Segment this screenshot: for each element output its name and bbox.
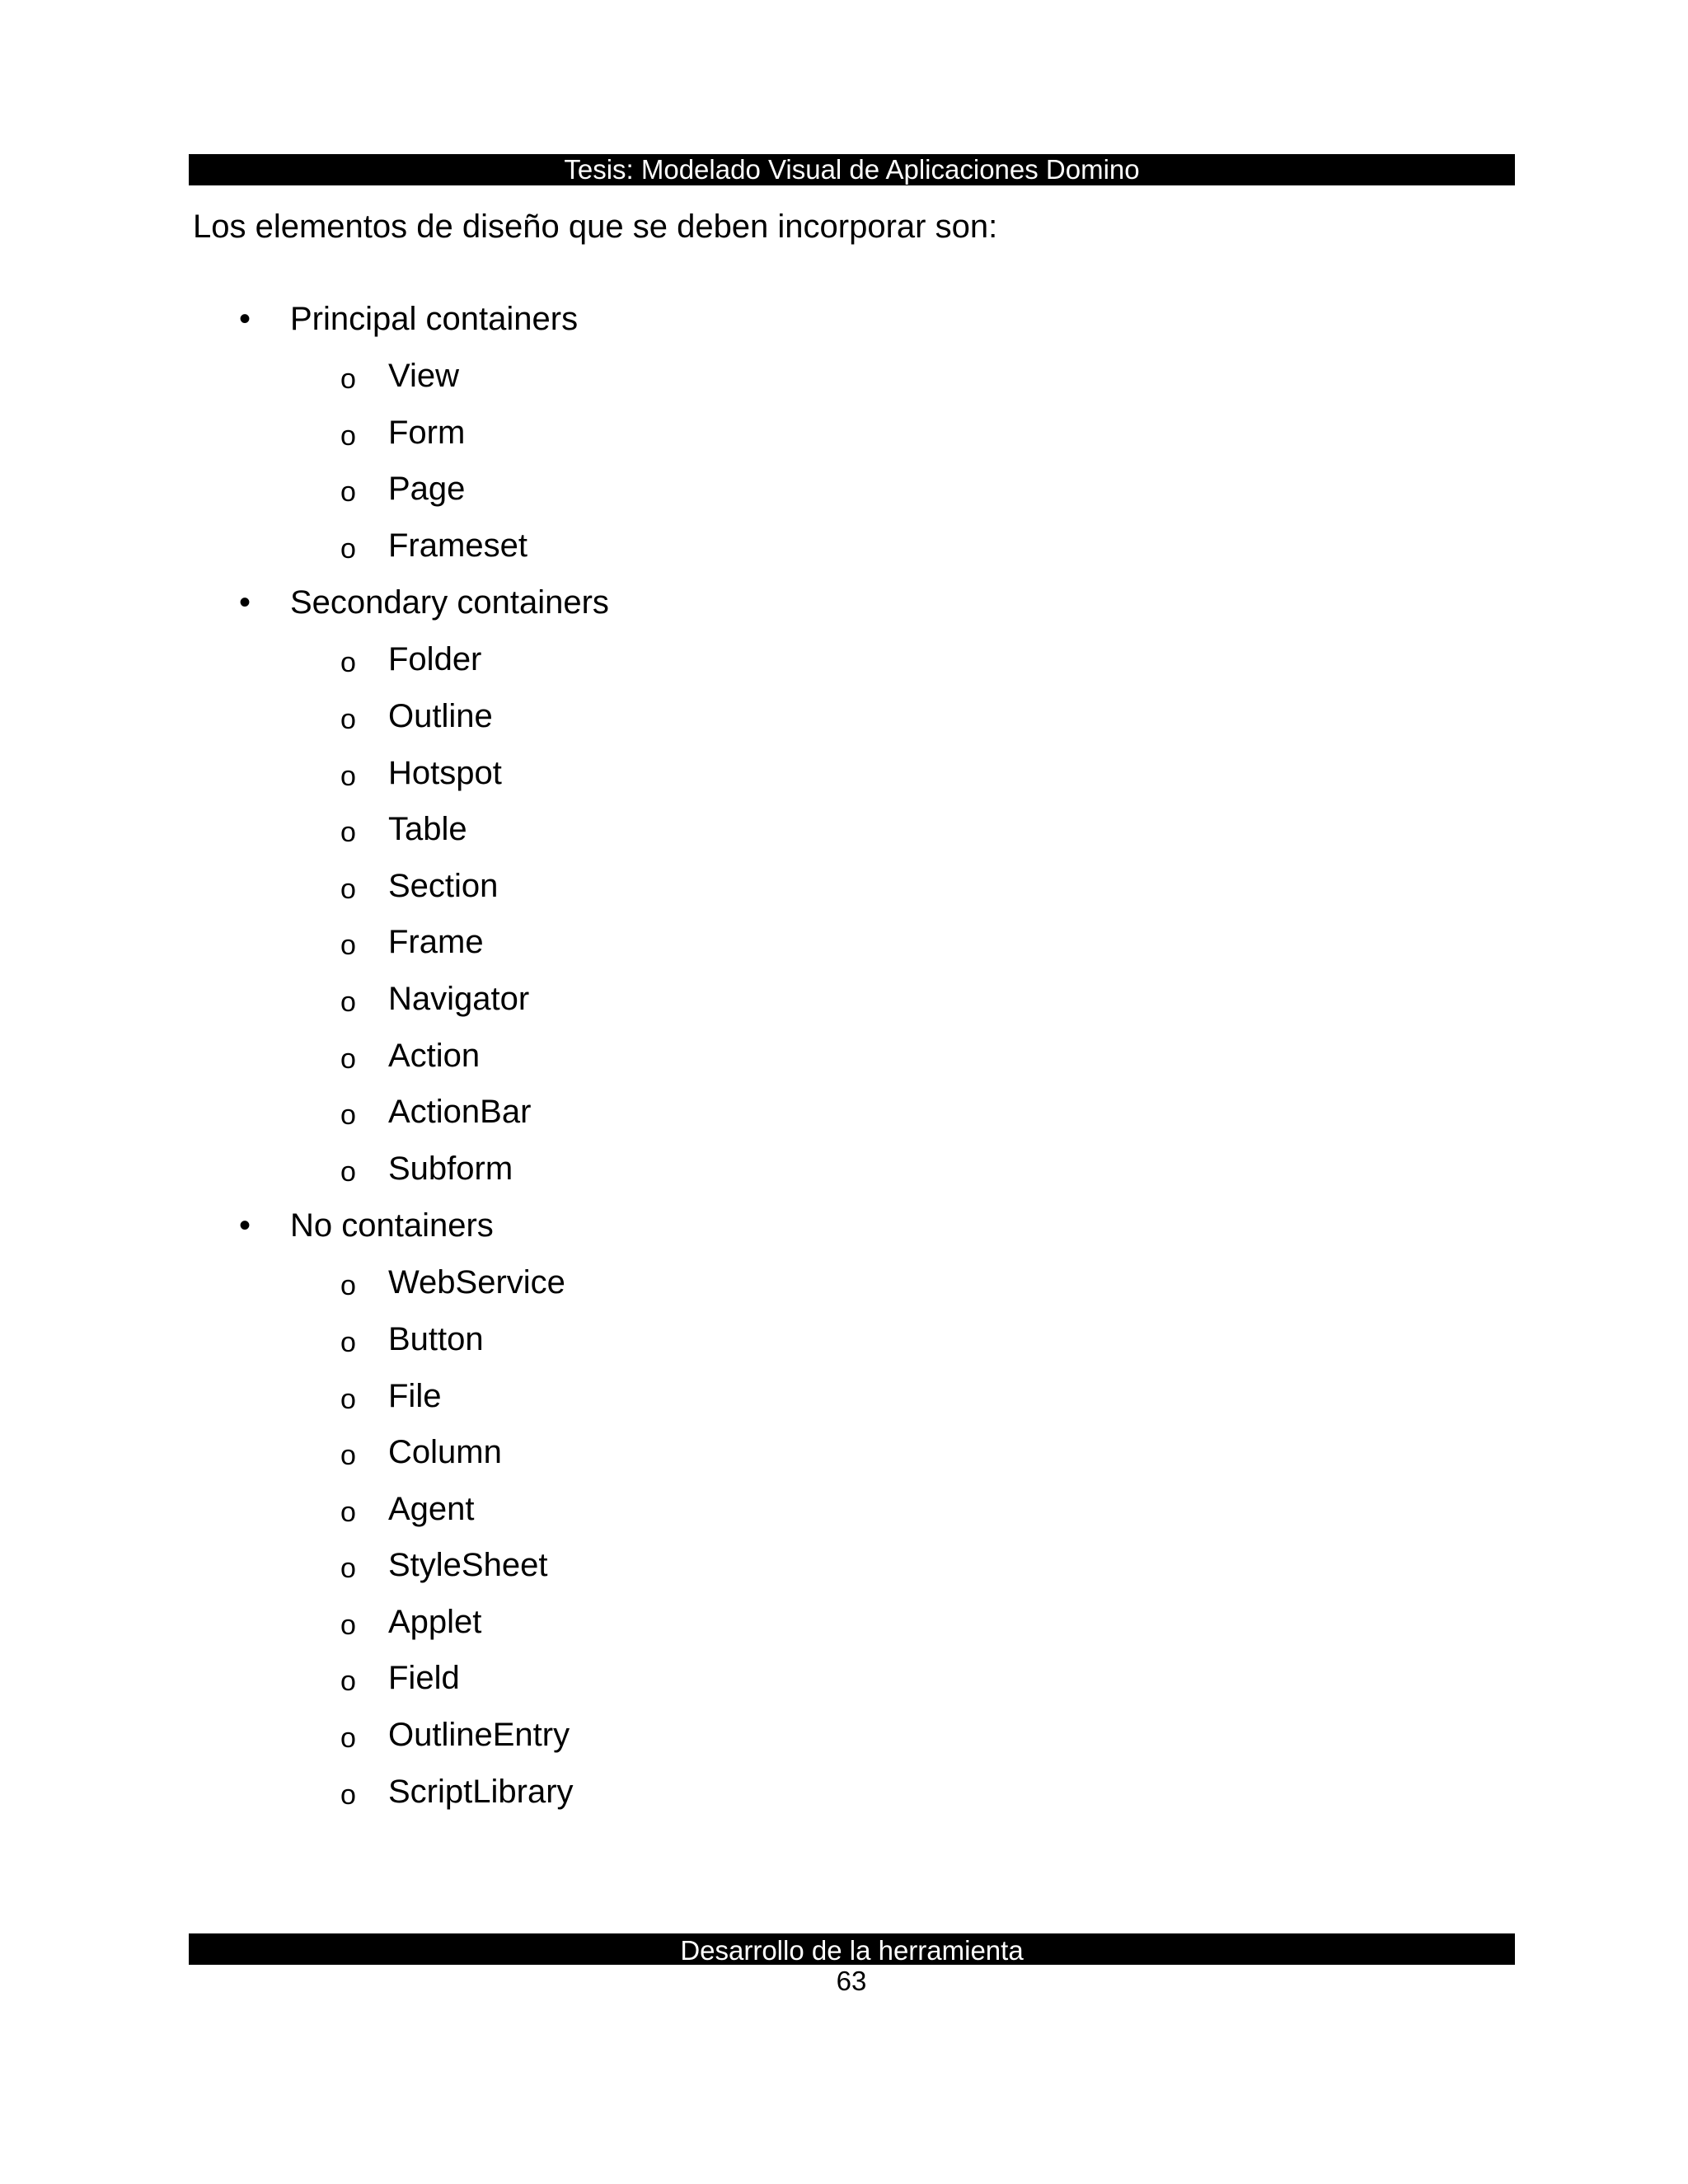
sub-list [0, 348, 1688, 574]
list-item [0, 1594, 1688, 1651]
list-item-label: ActionBar [388, 1094, 532, 1131]
list-item [0, 1254, 1688, 1311]
list-item-label: Frame [388, 924, 484, 961]
bullet-icon: • [239, 1207, 251, 1244]
list-item-label: Section [388, 867, 499, 904]
circle-bullet-icon: o [340, 1553, 356, 1585]
list-item-label: Agent [388, 1490, 475, 1527]
list-group-label: Principal containers [290, 301, 579, 337]
list-item [0, 631, 1688, 688]
circle-bullet-icon: o [340, 419, 356, 452]
list-item [0, 1537, 1688, 1594]
list-item [0, 461, 1688, 518]
list-item [0, 801, 1688, 858]
list-item [0, 971, 1688, 1028]
circle-bullet-icon: o [340, 1496, 356, 1528]
list-item-label: Field [388, 1660, 460, 1697]
circle-bullet-icon: o [340, 1270, 356, 1302]
list-item [0, 1764, 1688, 1821]
list-group-label: Secondary containers [290, 584, 609, 621]
list-item-label: Folder [388, 641, 482, 678]
list-group-heading [0, 1197, 1688, 1254]
list-item-label: Hotspot [388, 754, 502, 791]
intro-paragraph: Los elementos de diseño que se deben incorporar son: [193, 209, 998, 245]
circle-bullet-icon: o [340, 1099, 356, 1132]
list-item [0, 745, 1688, 802]
bullet-icon: • [239, 301, 251, 337]
list-item [0, 1424, 1688, 1481]
footer-title: Desarrollo de la herramienta [680, 1935, 1024, 1966]
list-item-label: OutlineEntry [388, 1717, 570, 1754]
list-item [0, 1311, 1688, 1368]
header-title: Tesis: Modelado Visual de Aplicaciones Domino [564, 154, 1140, 185]
circle-bullet-icon: o [340, 817, 356, 849]
list-item-label: Form [388, 414, 466, 451]
circle-bullet-icon: o [340, 647, 356, 679]
list-item-label: Subform [388, 1150, 513, 1187]
circle-bullet-icon: o [340, 532, 356, 565]
circle-bullet-icon: o [340, 1155, 356, 1188]
list-item-label: Table [388, 811, 467, 848]
list-group-heading [0, 574, 1688, 631]
list-item [0, 1141, 1688, 1197]
circle-bullet-icon: o [340, 1043, 356, 1075]
circle-bullet-icon: o [340, 1609, 356, 1641]
circle-bullet-icon: o [340, 363, 356, 395]
list-item-label: StyleSheet [388, 1547, 548, 1584]
circle-bullet-icon: o [340, 760, 356, 792]
sub-list [0, 1254, 1688, 1820]
list-item-label: Button [388, 1320, 484, 1357]
list-item-label: Page [388, 471, 466, 508]
circle-bullet-icon: o [340, 873, 356, 905]
design-elements-list [0, 290, 1688, 1820]
list-item-label: Navigator [388, 980, 530, 1017]
list-item [0, 1481, 1688, 1538]
list-item [0, 858, 1688, 915]
circle-bullet-icon: o [340, 986, 356, 1018]
page-header [189, 154, 1515, 185]
list-item [0, 914, 1688, 971]
list-item [0, 518, 1688, 574]
list-item-label: Applet [388, 1603, 482, 1640]
list-item [0, 1707, 1688, 1764]
list-group [0, 1197, 1688, 1820]
list-group [0, 574, 1688, 1197]
list-item-label: ScriptLibrary [388, 1773, 574, 1810]
list-group [0, 290, 1688, 574]
circle-bullet-icon: o [340, 476, 356, 509]
list-item [0, 1084, 1688, 1141]
circle-bullet-icon: o [340, 1383, 356, 1415]
list-item [0, 348, 1688, 405]
list-item [0, 1650, 1688, 1707]
circle-bullet-icon: o [340, 1722, 356, 1755]
circle-bullet-icon: o [340, 1666, 356, 1698]
list-item-label: Action [388, 1037, 481, 1074]
circle-bullet-icon: o [340, 1326, 356, 1358]
list-item-label: WebService [388, 1264, 565, 1301]
list-item-label: Outline [388, 697, 493, 734]
bullet-icon: • [239, 584, 251, 621]
circle-bullet-icon: o [340, 703, 356, 735]
page-number: 63 [836, 1966, 867, 1996]
list-item [0, 1028, 1688, 1085]
list-item-label: File [388, 1377, 442, 1414]
circle-bullet-icon: o [340, 1779, 356, 1811]
list-item [0, 1368, 1688, 1425]
circle-bullet-icon: o [340, 1440, 356, 1472]
circle-bullet-icon: o [340, 930, 356, 962]
list-group-heading [0, 290, 1688, 348]
list-item-label: View [388, 358, 459, 394]
list-item [0, 688, 1688, 745]
list-item [0, 405, 1688, 462]
list-item-label: Column [388, 1434, 502, 1471]
list-item-label: Frameset [388, 527, 528, 564]
sub-list [0, 631, 1688, 1197]
page-footer [189, 1933, 1515, 1965]
list-group-label: No containers [290, 1207, 494, 1244]
